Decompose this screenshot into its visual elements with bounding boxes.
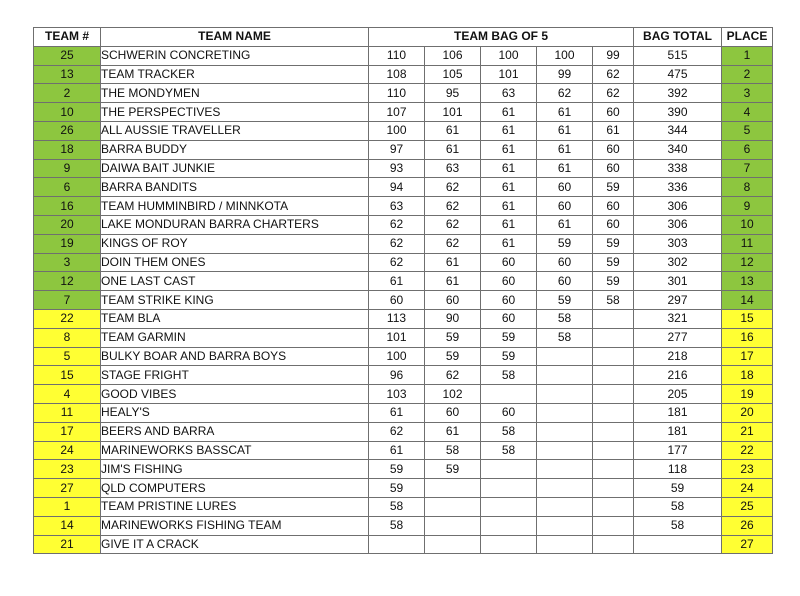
bag-fish-1-cell: 62	[369, 215, 425, 234]
bag-fish-3-cell: 60	[481, 309, 537, 328]
team-number-cell: 4	[34, 385, 101, 404]
team-name-cell: MARINEWORKS BASSCAT	[101, 441, 369, 460]
bag-fish-3-cell: 61	[481, 234, 537, 253]
bag-fish-2-cell: 61	[425, 422, 481, 441]
bag-fish-2-cell: 59	[425, 347, 481, 366]
bag-fish-3-cell	[481, 479, 537, 498]
bag-fish-1-cell: 61	[369, 272, 425, 291]
bag-fish-5-cell	[593, 460, 634, 479]
bag-fish-1-cell: 63	[369, 197, 425, 216]
bag-fish-4-cell	[537, 403, 593, 422]
place-cell: 14	[722, 291, 773, 310]
place-cell: 17	[722, 347, 773, 366]
place-cell: 22	[722, 441, 773, 460]
bag-fish-3-cell: 58	[481, 422, 537, 441]
team-name-cell: QLD COMPUTERS	[101, 479, 369, 498]
bag-total-cell: 181	[634, 403, 722, 422]
place-cell: 1	[722, 46, 773, 65]
bag-total-cell: 181	[634, 422, 722, 441]
team-name-cell: TEAM PRISTINE LURES	[101, 497, 369, 516]
bag-fish-4-cell: 60	[537, 272, 593, 291]
bag-total-cell: 336	[634, 178, 722, 197]
place-cell: 26	[722, 516, 773, 535]
bag-total-cell: 306	[634, 197, 722, 216]
bag-fish-3-cell	[481, 385, 537, 404]
results-table	[33, 27, 773, 554]
table-row	[34, 215, 773, 234]
bag-fish-4-cell: 62	[537, 84, 593, 103]
bag-fish-3-cell: 60	[481, 272, 537, 291]
team-name-cell: BULKY BOAR AND BARRA BOYS	[101, 347, 369, 366]
place-cell: 5	[722, 121, 773, 140]
bag-fish-2-cell: 106	[425, 46, 481, 65]
bag-fish-4-cell: 59	[537, 234, 593, 253]
bag-fish-3-cell: 59	[481, 328, 537, 347]
table-row	[34, 272, 773, 291]
place-cell: 16	[722, 328, 773, 347]
bag-fish-4-cell: 60	[537, 178, 593, 197]
bag-fish-4-cell	[537, 460, 593, 479]
team-name-cell: JIM'S FISHING	[101, 460, 369, 479]
team-number-cell: 2	[34, 84, 101, 103]
bag-total-cell: 392	[634, 84, 722, 103]
bag-fish-4-cell	[537, 516, 593, 535]
table-row	[34, 84, 773, 103]
team-number-cell: 20	[34, 215, 101, 234]
place-cell: 20	[722, 403, 773, 422]
bag-fish-1-cell: 60	[369, 291, 425, 310]
team-name-cell: TEAM TRACKER	[101, 65, 369, 84]
table-row	[34, 422, 773, 441]
header-team-name: TEAM NAME	[101, 28, 369, 47]
bag-fish-5-cell	[593, 366, 634, 385]
place-cell: 4	[722, 103, 773, 122]
team-number-cell: 22	[34, 309, 101, 328]
team-number-cell: 7	[34, 291, 101, 310]
bag-fish-3-cell: 58	[481, 441, 537, 460]
bag-fish-1-cell: 61	[369, 441, 425, 460]
header-bag-total: BAG TOTAL	[634, 28, 722, 47]
bag-fish-5-cell: 99	[593, 46, 634, 65]
bag-fish-3-cell: 60	[481, 403, 537, 422]
bag-fish-2-cell: 61	[425, 121, 481, 140]
bag-fish-5-cell	[593, 535, 634, 554]
team-name-cell: DAIWA BAIT JUNKIE	[101, 159, 369, 178]
header-team-number: TEAM #	[34, 28, 101, 47]
bag-fish-1-cell: 108	[369, 65, 425, 84]
bag-fish-1-cell: 62	[369, 253, 425, 272]
bag-total-cell: 58	[634, 497, 722, 516]
table-row	[34, 103, 773, 122]
place-cell: 3	[722, 84, 773, 103]
team-number-cell: 16	[34, 197, 101, 216]
team-number-cell: 1	[34, 497, 101, 516]
bag-fish-5-cell: 59	[593, 272, 634, 291]
bag-total-cell: 340	[634, 140, 722, 159]
bag-total-cell: 303	[634, 234, 722, 253]
team-number-cell: 17	[34, 422, 101, 441]
bag-fish-5-cell: 60	[593, 140, 634, 159]
bag-fish-1-cell: 62	[369, 422, 425, 441]
bag-total-cell: 301	[634, 272, 722, 291]
place-cell: 6	[722, 140, 773, 159]
bag-fish-2-cell: 62	[425, 215, 481, 234]
table-row	[34, 516, 773, 535]
bag-fish-4-cell	[537, 366, 593, 385]
bag-fish-1-cell: 97	[369, 140, 425, 159]
bag-fish-5-cell	[593, 422, 634, 441]
bag-fish-2-cell: 61	[425, 140, 481, 159]
bag-fish-2-cell: 61	[425, 253, 481, 272]
bag-fish-3-cell: 60	[481, 253, 537, 272]
place-cell: 7	[722, 159, 773, 178]
bag-fish-5-cell	[593, 441, 634, 460]
place-cell: 18	[722, 366, 773, 385]
place-cell: 2	[722, 65, 773, 84]
bag-fish-3-cell: 100	[481, 46, 537, 65]
team-number-cell: 9	[34, 159, 101, 178]
bag-fish-5-cell	[593, 403, 634, 422]
team-name-cell: TEAM GARMIN	[101, 328, 369, 347]
bag-fish-3-cell: 61	[481, 159, 537, 178]
team-number-cell: 6	[34, 178, 101, 197]
bag-fish-5-cell	[593, 516, 634, 535]
table-row	[34, 460, 773, 479]
team-name-cell: THE PERSPECTIVES	[101, 103, 369, 122]
bag-fish-2-cell: 95	[425, 84, 481, 103]
bag-total-cell: 205	[634, 385, 722, 404]
bag-fish-3-cell: 101	[481, 65, 537, 84]
bag-total-cell: 216	[634, 366, 722, 385]
team-name-cell: LAKE MONDURAN BARRA CHARTERS	[101, 215, 369, 234]
bag-fish-4-cell	[537, 497, 593, 516]
bag-fish-4-cell: 61	[537, 159, 593, 178]
team-number-cell: 26	[34, 121, 101, 140]
place-cell: 10	[722, 215, 773, 234]
bag-total-cell: 390	[634, 103, 722, 122]
bag-fish-4-cell	[537, 535, 593, 554]
bag-fish-5-cell	[593, 479, 634, 498]
bag-total-cell: 321	[634, 309, 722, 328]
bag-total-cell: 218	[634, 347, 722, 366]
team-number-cell: 10	[34, 103, 101, 122]
bag-fish-1-cell: 93	[369, 159, 425, 178]
bag-fish-5-cell	[593, 309, 634, 328]
table-row	[34, 441, 773, 460]
results-table-container	[33, 27, 773, 554]
team-name-cell: BARRA BUDDY	[101, 140, 369, 159]
bag-total-cell: 306	[634, 215, 722, 234]
place-cell: 23	[722, 460, 773, 479]
results-body	[34, 46, 773, 554]
bag-fish-1-cell: 59	[369, 460, 425, 479]
bag-fish-4-cell: 58	[537, 328, 593, 347]
bag-fish-2-cell: 62	[425, 178, 481, 197]
table-row	[34, 403, 773, 422]
bag-fish-5-cell	[593, 347, 634, 366]
team-name-cell: THE MONDYMEN	[101, 84, 369, 103]
bag-fish-5-cell: 60	[593, 103, 634, 122]
bag-fish-5-cell: 62	[593, 84, 634, 103]
bag-total-cell: 177	[634, 441, 722, 460]
bag-fish-1-cell: 113	[369, 309, 425, 328]
team-name-cell: HEALY'S	[101, 403, 369, 422]
bag-fish-5-cell: 61	[593, 121, 634, 140]
bag-fish-4-cell	[537, 422, 593, 441]
bag-fish-5-cell: 59	[593, 234, 634, 253]
bag-fish-2-cell: 62	[425, 366, 481, 385]
bag-fish-3-cell	[481, 535, 537, 554]
bag-fish-3-cell: 63	[481, 84, 537, 103]
bag-fish-3-cell	[481, 460, 537, 479]
bag-fish-1-cell: 110	[369, 84, 425, 103]
bag-fish-4-cell: 61	[537, 215, 593, 234]
place-cell: 13	[722, 272, 773, 291]
bag-fish-2-cell	[425, 516, 481, 535]
bag-fish-2-cell: 62	[425, 197, 481, 216]
bag-fish-3-cell: 59	[481, 347, 537, 366]
bag-fish-3-cell: 61	[481, 178, 537, 197]
bag-fish-5-cell: 62	[593, 65, 634, 84]
table-row	[34, 159, 773, 178]
bag-total-cell: 475	[634, 65, 722, 84]
bag-fish-2-cell: 90	[425, 309, 481, 328]
team-number-cell: 25	[34, 46, 101, 65]
team-number-cell: 23	[34, 460, 101, 479]
bag-fish-1-cell: 101	[369, 328, 425, 347]
place-cell: 8	[722, 178, 773, 197]
bag-fish-4-cell: 60	[537, 197, 593, 216]
team-number-cell: 21	[34, 535, 101, 554]
team-name-cell: GOOD VIBES	[101, 385, 369, 404]
table-row	[34, 347, 773, 366]
bag-fish-5-cell	[593, 385, 634, 404]
team-number-cell: 11	[34, 403, 101, 422]
bag-fish-3-cell: 61	[481, 197, 537, 216]
bag-fish-4-cell: 59	[537, 291, 593, 310]
bag-fish-5-cell: 60	[593, 197, 634, 216]
place-cell: 11	[722, 234, 773, 253]
place-cell: 9	[722, 197, 773, 216]
bag-fish-4-cell: 60	[537, 253, 593, 272]
team-number-cell: 5	[34, 347, 101, 366]
bag-fish-4-cell	[537, 479, 593, 498]
bag-fish-2-cell: 62	[425, 234, 481, 253]
bag-fish-1-cell: 58	[369, 497, 425, 516]
team-number-cell: 27	[34, 479, 101, 498]
bag-fish-3-cell: 61	[481, 103, 537, 122]
bag-fish-4-cell: 61	[537, 140, 593, 159]
table-row	[34, 197, 773, 216]
table-row	[34, 497, 773, 516]
header-row	[34, 28, 773, 47]
bag-fish-4-cell	[537, 347, 593, 366]
bag-fish-2-cell: 102	[425, 385, 481, 404]
place-cell: 24	[722, 479, 773, 498]
team-name-cell: BARRA BANDITS	[101, 178, 369, 197]
team-name-cell: TEAM BLA	[101, 309, 369, 328]
bag-fish-2-cell	[425, 497, 481, 516]
bag-total-cell: 338	[634, 159, 722, 178]
bag-total-cell: 297	[634, 291, 722, 310]
bag-fish-5-cell: 58	[593, 291, 634, 310]
team-name-cell: GIVE IT A CRACK	[101, 535, 369, 554]
team-number-cell: 14	[34, 516, 101, 535]
table-row	[34, 385, 773, 404]
bag-fish-3-cell	[481, 516, 537, 535]
bag-fish-2-cell: 60	[425, 403, 481, 422]
bag-fish-3-cell: 61	[481, 121, 537, 140]
bag-fish-1-cell: 107	[369, 103, 425, 122]
team-number-cell: 19	[34, 234, 101, 253]
table-row	[34, 234, 773, 253]
bag-fish-2-cell: 60	[425, 291, 481, 310]
bag-fish-1-cell: 59	[369, 479, 425, 498]
bag-fish-5-cell: 60	[593, 159, 634, 178]
table-row	[34, 178, 773, 197]
bag-fish-4-cell: 99	[537, 65, 593, 84]
bag-fish-4-cell: 58	[537, 309, 593, 328]
table-row	[34, 328, 773, 347]
bag-fish-2-cell: 63	[425, 159, 481, 178]
place-cell: 21	[722, 422, 773, 441]
team-number-cell: 3	[34, 253, 101, 272]
table-row	[34, 535, 773, 554]
bag-fish-1-cell: 58	[369, 516, 425, 535]
table-row	[34, 253, 773, 272]
bag-total-cell: 118	[634, 460, 722, 479]
bag-total-cell	[634, 535, 722, 554]
bag-fish-4-cell	[537, 441, 593, 460]
bag-fish-4-cell: 61	[537, 121, 593, 140]
place-cell: 12	[722, 253, 773, 272]
bag-total-cell: 515	[634, 46, 722, 65]
place-cell: 15	[722, 309, 773, 328]
bag-fish-1-cell: 61	[369, 403, 425, 422]
bag-fish-1-cell: 94	[369, 178, 425, 197]
bag-fish-5-cell	[593, 328, 634, 347]
bag-fish-3-cell: 61	[481, 140, 537, 159]
team-name-cell: SCHWERIN CONCRETING	[101, 46, 369, 65]
bag-fish-5-cell: 59	[593, 178, 634, 197]
bag-fish-2-cell	[425, 535, 481, 554]
table-row	[34, 140, 773, 159]
bag-fish-3-cell	[481, 497, 537, 516]
bag-fish-5-cell	[593, 497, 634, 516]
team-name-cell: TEAM STRIKE KING	[101, 291, 369, 310]
place-cell: 27	[722, 535, 773, 554]
bag-fish-2-cell: 59	[425, 460, 481, 479]
team-number-cell: 12	[34, 272, 101, 291]
bag-total-cell: 58	[634, 516, 722, 535]
bag-fish-1-cell	[369, 535, 425, 554]
place-cell: 19	[722, 385, 773, 404]
table-row	[34, 366, 773, 385]
bag-fish-2-cell: 58	[425, 441, 481, 460]
bag-fish-2-cell: 105	[425, 65, 481, 84]
bag-fish-1-cell: 62	[369, 234, 425, 253]
team-number-cell: 13	[34, 65, 101, 84]
bag-fish-5-cell: 59	[593, 253, 634, 272]
bag-fish-1-cell: 103	[369, 385, 425, 404]
bag-total-cell: 344	[634, 121, 722, 140]
team-name-cell: TEAM HUMMINBIRD / MINNKOTA	[101, 197, 369, 216]
bag-total-cell: 302	[634, 253, 722, 272]
bag-fish-4-cell	[537, 385, 593, 404]
table-row	[34, 65, 773, 84]
team-number-cell: 18	[34, 140, 101, 159]
team-name-cell: BEERS AND BARRA	[101, 422, 369, 441]
bag-fish-2-cell	[425, 479, 481, 498]
bag-fish-1-cell: 96	[369, 366, 425, 385]
team-name-cell: KINGS OF ROY	[101, 234, 369, 253]
bag-total-cell: 59	[634, 479, 722, 498]
bag-total-cell: 277	[634, 328, 722, 347]
bag-fish-3-cell: 58	[481, 366, 537, 385]
table-row	[34, 121, 773, 140]
bag-fish-4-cell: 100	[537, 46, 593, 65]
bag-fish-3-cell: 61	[481, 215, 537, 234]
table-row	[34, 309, 773, 328]
team-name-cell: ONE LAST CAST	[101, 272, 369, 291]
bag-fish-1-cell: 100	[369, 121, 425, 140]
team-name-cell: STAGE FRIGHT	[101, 366, 369, 385]
table-row	[34, 46, 773, 65]
bag-fish-2-cell: 61	[425, 272, 481, 291]
place-cell: 25	[722, 497, 773, 516]
team-number-cell: 8	[34, 328, 101, 347]
team-name-cell: MARINEWORKS FISHING TEAM	[101, 516, 369, 535]
header-place: PLACE	[722, 28, 773, 47]
header-team-bag: TEAM BAG OF 5	[369, 28, 634, 47]
bag-fish-3-cell: 60	[481, 291, 537, 310]
bag-fish-2-cell: 101	[425, 103, 481, 122]
bag-fish-1-cell: 100	[369, 347, 425, 366]
bag-fish-1-cell: 110	[369, 46, 425, 65]
bag-fish-2-cell: 59	[425, 328, 481, 347]
team-name-cell: ALL AUSSIE TRAVELLER	[101, 121, 369, 140]
table-row	[34, 291, 773, 310]
bag-fish-5-cell: 60	[593, 215, 634, 234]
team-name-cell: DOIN THEM ONES	[101, 253, 369, 272]
team-number-cell: 15	[34, 366, 101, 385]
table-row	[34, 479, 773, 498]
team-number-cell: 24	[34, 441, 101, 460]
bag-fish-4-cell: 61	[537, 103, 593, 122]
